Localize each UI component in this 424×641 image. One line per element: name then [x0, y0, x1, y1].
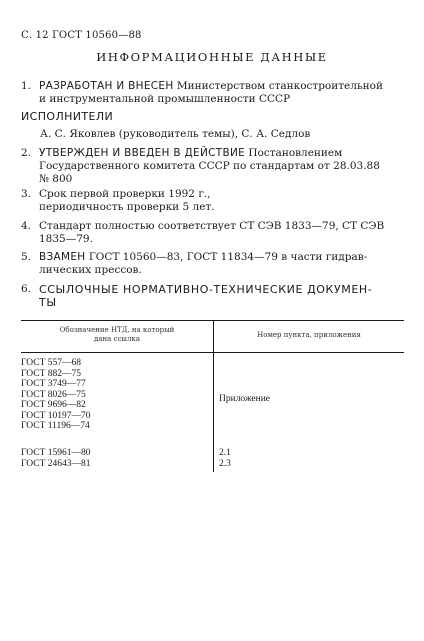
table-group-1: [21, 358, 91, 432]
item-text: Стандарт полностью соответствует СТ СЭВ 1833—79, СТ СЭВ: [39, 220, 385, 232]
table-row: ГОСТ 8026—75: [21, 389, 86, 400]
table-row: ГОСТ 3749—77: [21, 379, 86, 389]
info-item-3: [21, 188, 406, 214]
executors-list: А. С. Яковлев (руководитель темы), С. А. Седлов: [40, 128, 311, 140]
table-row: ГОСТ 557—68: [21, 358, 81, 368]
item-text: Министерством станкостроительной: [176, 80, 383, 92]
item-text: периодичность проверки 5 лет.: [39, 201, 215, 213]
table-row: ГОСТ 10197—70: [21, 410, 91, 421]
table-header-col2: Номер пункта, приложения: [257, 331, 361, 339]
table-row: ГОСТ 882—75: [21, 368, 81, 379]
table-group-2-refs: [219, 448, 231, 469]
item-text: Постановлением: [248, 147, 343, 159]
table-header-col1: [21, 326, 213, 344]
item-number: 5.: [21, 251, 32, 263]
item-text: лических прессов.: [39, 264, 142, 276]
table-row: ГОСТ 24643—81: [21, 458, 91, 469]
item-text: Срок первой проверки 1992 г.,: [39, 188, 211, 200]
table-row: ГОСТ 15961—80: [21, 448, 91, 458]
item-number: 6.: [21, 283, 32, 295]
table-row: ГОСТ 9696—82: [21, 400, 86, 410]
item-number: 3.: [21, 188, 32, 200]
table-cell-appendix: Приложение: [219, 394, 270, 404]
table-header-text: Обозначение НТД, на который: [59, 326, 175, 334]
item-text: и инструментальной промышленности СССР: [39, 93, 291, 105]
item-text: ГОСТ 10560—83, ГОСТ 11834—79 в части гидрав-: [88, 251, 368, 263]
table-column-divider: [213, 320, 214, 472]
info-item-1: [21, 80, 406, 106]
item-caps: ВЗАМЕН: [39, 251, 86, 263]
executors-heading: ИСПОЛНИТЕЛИ: [21, 110, 114, 123]
info-item-4: [21, 220, 406, 246]
item-caps: РАЗРАБОТАН И ВНЕСЕН: [39, 80, 174, 92]
info-item-5: [21, 251, 406, 277]
section-title: ИНФОРМАЦИОННЫЕ ДАННЫЕ: [96, 50, 328, 64]
item-text: Государственного комитета СССР по стандартам от 28.03.88: [39, 160, 380, 172]
table-group-2: [21, 448, 91, 469]
item-number: 4.: [21, 220, 32, 232]
item-text: ССЫЛОЧНЫЕ НОРМАТИВНО-ТЕХНИЧЕСКИЕ ДОКУМЕН-: [39, 283, 373, 296]
item-number: 1.: [21, 80, 32, 92]
item-caps: УТВЕРЖДЕН И ВВЕДЕН В ДЕЙСТВИЕ: [39, 147, 246, 159]
page-header: С. 12 ГОСТ 10560—88: [21, 30, 142, 41]
table-cell: 2.1: [219, 448, 231, 458]
table-row: ГОСТ 11196—74: [21, 421, 90, 431]
table-header-text: дана ссылка: [94, 335, 140, 343]
info-item-2: [21, 147, 406, 186]
item-number: 2.: [21, 147, 32, 159]
table-cell: 2.3: [219, 458, 231, 469]
info-item-6: [21, 283, 406, 309]
item-text: 1835—79.: [39, 233, 93, 245]
item-text: ТЫ: [39, 296, 57, 309]
item-text: № 800: [39, 173, 73, 185]
